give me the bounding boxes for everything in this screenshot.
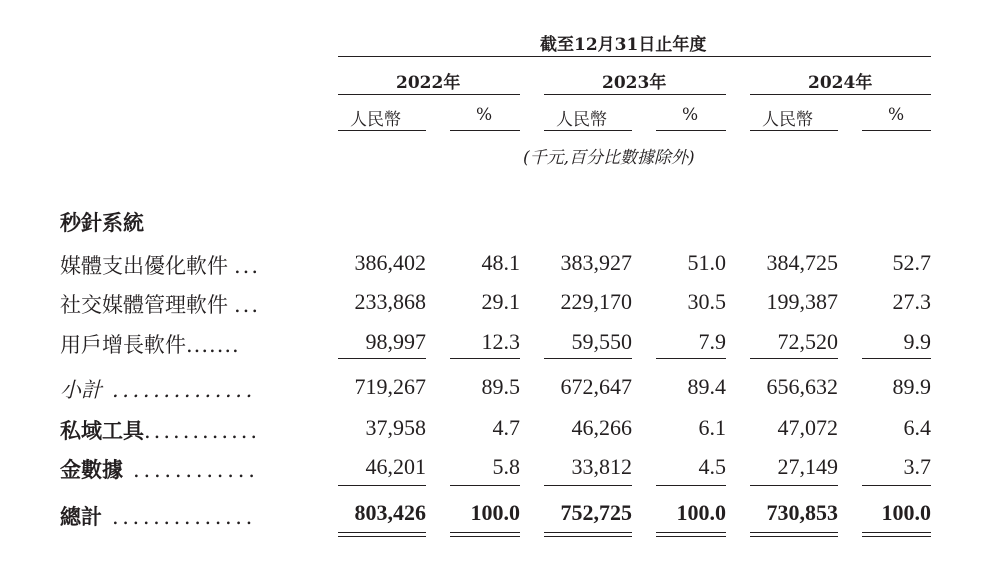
cell-r1-c2: 229,170 [560,289,632,314]
cell-r6-c4: 730,853 [766,500,838,525]
cell-r2-c5: 9.9 [903,329,931,354]
cell-r4-c2: 46,266 [571,415,632,440]
cell-r3-c2: 672,647 [560,374,632,399]
unit-pct-2022: % [476,105,493,125]
cell-r4-c1: 4.7 [492,415,520,440]
leader-dots: .............. [112,378,256,402]
cell-r1-c1: 29.1 [481,289,520,314]
unit-rule-pct-2024 [862,130,931,131]
cell-r2-c0: 98,997 [365,329,426,354]
cell-r3-c3: 89.4 [687,374,726,399]
double-rule-top-c2 [544,532,632,533]
row-label-text: 總計 [60,504,102,529]
subtotal-rule-c5 [862,358,931,359]
period-title: 截至12月31日止年度 [540,35,707,55]
row-label-text: 媒體支出優化軟件 [60,254,228,278]
cell-r1-c4: 199,387 [766,289,838,314]
unit-rule-rmb-2022 [338,130,426,131]
cell-r6-c3: 100.0 [676,500,726,525]
cell-r3-c1: 89.5 [481,374,520,399]
cell-r5-c2: 33,812 [571,454,632,479]
double-rule-top-c1 [450,532,520,533]
cell-r2-c4: 72,520 [777,329,838,354]
cell-r6-c2: 752,725 [560,500,632,525]
total-rule-c1 [450,485,520,486]
cell-r3-c5: 89.9 [892,374,931,399]
cell-r2-c3: 7.9 [698,329,726,354]
cell-r3-c4: 656,632 [766,374,838,399]
total-rule-c0 [338,485,426,486]
period-rule [338,56,931,57]
cell-r0-c1: 48.1 [481,250,520,275]
unit-rmb-2023: 人民幣 [556,110,607,130]
cell-r5-c4: 27,149 [777,454,838,479]
unit-rule-pct-2023 [656,130,726,131]
subtotal-rule-c2 [544,358,632,359]
year-2024-header: 2024年 [808,73,873,93]
cell-r5-c3: 4.5 [698,454,726,479]
total-rule-c5 [862,485,931,486]
double-rule-bot-c3 [656,536,726,537]
cell-r0-c4: 384,725 [766,250,838,275]
cell-r6-c5: 100.0 [881,500,931,525]
double-rule-top-c0 [338,532,426,533]
leader-dots: ... [234,293,261,317]
subtotal-rule-c3 [656,358,726,359]
double-rule-top-c3 [656,532,726,533]
double-rule-bot-c1 [450,536,520,537]
year-2023-rule [544,94,726,95]
cell-r0-c0: 386,402 [354,250,426,275]
units-note: (千元,百分比數據除外) [523,148,695,168]
cell-r4-c0: 37,958 [365,415,426,440]
cell-r5-c0: 46,201 [365,454,426,479]
row-label-text: 用戶增長軟件 [60,333,186,357]
leader-dots: ....... [186,333,240,357]
row-label-text: 金數據 [60,457,123,482]
row-label-total [60,501,256,531]
subtotal-rule-c1 [450,358,520,359]
cell-r0-c2: 383,927 [560,250,632,275]
row-label-jinshuju [60,454,259,484]
unit-rule-rmb-2024 [750,130,838,131]
double-rule-top-c5 [862,532,931,533]
cell-r0-c5: 52.7 [892,250,931,275]
leader-dots: ... [234,254,261,278]
unit-rule-pct-2022 [450,130,520,131]
cell-r6-c0: 803,426 [354,500,426,525]
leader-dots: ............ [144,419,261,443]
unit-rule-rmb-2023 [544,130,632,131]
leader-dots: ............ [133,458,259,482]
row-label-growth [60,329,240,359]
double-rule-bot-c4 [750,536,838,537]
cell-r5-c5: 3.7 [903,454,931,479]
cell-r2-c1: 12.3 [481,329,520,354]
row-label-private-domain [60,415,260,445]
double-rule-bot-c5 [862,536,931,537]
subtotal-rule-c4 [750,358,838,359]
year-2024-rule [750,94,931,95]
unit-pct-2024: % [888,105,905,125]
year-2022-rule [338,94,520,95]
subtotal-rule-c0 [338,358,426,359]
double-rule-bot-c0 [338,536,426,537]
unit-pct-2023: % [682,105,699,125]
cell-r3-c0: 719,267 [354,374,426,399]
row-label-text: 社交媒體管理軟件 [60,293,228,317]
unit-rmb-2022: 人民幣 [350,110,401,130]
cell-r6-c1: 100.0 [470,500,520,525]
cell-r4-c4: 47,072 [777,415,838,440]
row-label-text: 小計 [60,378,102,402]
unit-rmb-2024: 人民幣 [762,110,813,130]
cell-r0-c3: 51.0 [687,250,726,275]
total-rule-c2 [544,485,632,486]
cell-r5-c1: 5.8 [492,454,520,479]
year-2023-header: 2023年 [602,73,667,93]
total-rule-c3 [656,485,726,486]
cell-r1-c3: 30.5 [687,289,726,314]
row-label-text: 私域工具 [60,418,144,443]
double-rule-bot-c2 [544,536,632,537]
total-rule-c4 [750,485,838,486]
section-title: 秒針系統 [60,210,144,235]
row-label-social [60,289,260,319]
cell-r1-c0: 233,868 [354,289,426,314]
cell-r4-c3: 6.1 [698,415,726,440]
cell-r2-c2: 59,550 [571,329,632,354]
double-rule-top-c4 [750,532,838,533]
row-label-subtotal [60,374,256,404]
cell-r1-c5: 27.3 [892,289,931,314]
cell-r4-c5: 6.4 [903,415,931,440]
year-2022-header: 2022年 [396,73,461,93]
leader-dots: .............. [112,505,256,529]
row-label-media [60,250,260,280]
